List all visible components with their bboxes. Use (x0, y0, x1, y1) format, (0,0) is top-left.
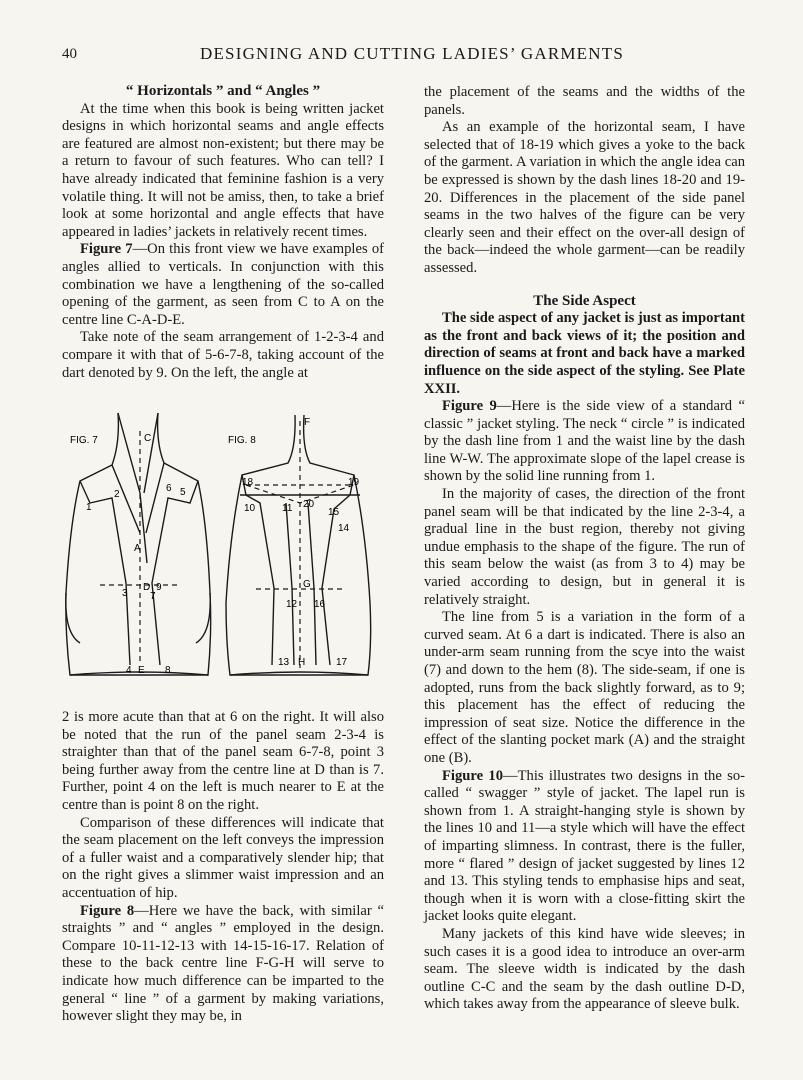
svg-text:2: 2 (114, 489, 120, 500)
svg-text:18: 18 (242, 477, 254, 488)
svg-text:11: 11 (282, 503, 293, 514)
svg-text:14: 14 (338, 523, 350, 534)
jacket-diagram (60, 403, 395, 698)
figure-label: Figure 8 (80, 902, 135, 919)
svg-text:H: H (298, 657, 306, 668)
paragraph-figure-10: Figure 10—This illustrates two designs in the so-called “ swagger ” style of jacket. The lapel run is shown from 1. A straight-hanging style is shown by the lines 10 and 11—a style which will have the effect of imparting slimness. In contrast, there is the fuller, more “ flared ” design of jacket suggested by lines 12 and 13. This styling tends to emphasise hips and seat, though when it is worn with a close-fitting skirt the jacket looks quite elegant. (424, 767, 745, 925)
svg-text:7: 7 (150, 591, 156, 602)
running-title: DESIGNING AND CUTTING LADIES’ GARMENTS (200, 44, 624, 63)
svg-text:13: 13 (278, 657, 290, 668)
svg-text:9: 9 (156, 582, 162, 593)
page-number: 40 (62, 46, 77, 62)
paragraph: 2 is more acute than that at 6 on the right. It will also be noted that the run of the panel seam 2-3-4 is straighter than that of the panel seam 6-7-8, point 3 being further away from the centre line at D than is 7. Further, point 4 on the left is much nearer to E at the centre than is point 8 on the right. (62, 709, 384, 813)
left-column-top (62, 83, 384, 382)
fig7-label: FIG. 7 (70, 435, 98, 446)
svg-text:10: 10 (244, 503, 256, 514)
svg-text:F: F (304, 417, 311, 428)
svg-text:8: 8 (165, 665, 171, 676)
figure-7-8-illustration (60, 403, 395, 698)
paragraph: Comparison of these differences will indicate that the seam placement on the left conveys the impression of a fuller waist and a comparatively slender hip; that on the right gives a slimmer waist impression and an accentuation of hip. (62, 814, 384, 901)
paragraph: The line from 5 is a variation in the form of a curved seam. At 6 a dart is indicated. There is also an under-arm seam running from the scye into the waist (7) and down to the hem (8). The side-seam, if one is adopted, runs from the back slightly forward, as to 9; this placement has the effect of reducing the impression of seat size. Notice the difference in the effect of the slanting pocket mark (A) and the straight one (B). (424, 609, 745, 766)
svg-text:16: 16 (314, 599, 326, 610)
svg-text:4: 4 (126, 665, 132, 676)
section-heading-side-aspect: The Side Aspect (533, 292, 636, 309)
paragraph-figure-9: Figure 9—Here is the side view of a standard “ classic ” jacket styling. The neck “ circle ” is indicated by the dash line from 1 and the waist line by the dash line W-W. The approximate slope of the lapel crease is shown by the solid line running from 1. (424, 398, 745, 485)
svg-text:12: 12 (286, 599, 298, 610)
svg-text:A: A (134, 543, 141, 554)
paragraph: the placement of the seams and the widths of the panels. (424, 84, 745, 118)
svg-text:C: C (144, 433, 152, 444)
left-column-bottom (62, 709, 384, 1026)
svg-text:5: 5 (180, 487, 186, 498)
section-heading-horizontals: “ Horizontals ” and “ Angles ” (125, 83, 321, 99)
svg-text:6: 6 (166, 483, 172, 494)
bold-paragraph: The side aspect of any jacket is just as important as the front and back views of it; the position and direction of seams at front and back have a marked influence on the side aspect of the styling. See Plate XXII. (424, 310, 745, 397)
figure-label: Figure 9 (442, 398, 497, 415)
figure-label: Figure 10 (442, 767, 504, 784)
paragraph-figure-7: Figure 7—On this front view we have examples of angles allied to verticals. In conjunction with this combination we have a lengthening of the so-called opening of the garment, as seen from C to A on the centre line C-A-D-E. (62, 241, 384, 328)
svg-text:1: 1 (86, 502, 92, 513)
paragraph: As an example of the horizontal seam, I have selected that of 18-19 which gives a yoke to the back of the garment. A variation in which the angle idea can be expressed is shown by the dash lines 18-20 and 19-20. Differences in the placement of the side panel seams in the two halves of the figure can be very clearly seen and their effect on the over-all design of the back—indeed the whole garment—can be readily assessed. (424, 119, 745, 276)
paragraph-figure-8: Figure 8—Here we have the back, with similar “ straights ” and “ angles ” employed in the design. Compare 10-11-12-13 with 14-15-16-17. Relation of these to the back centre line F-G-H will serve to indicate how much difference can be imparted to the general “ line ” of a garment by making variations, however slight they may be, in (62, 902, 384, 1025)
svg-text:17: 17 (336, 657, 348, 668)
figure-label: Figure 7 (80, 241, 133, 258)
fig8-label: FIG. 8 (228, 435, 256, 446)
paragraph: At the time when this book is being written jacket designs in which horizontal seams and angle effects are featured are almost non-existent; but there may be a return to favour of such features. Who can tell? I have already indicated that feminine fashion is a very volatile thing. It will not be amiss, then, to take a brief look at some horizontal and angle effects that have appeared in ladies’ jackets in relatively recent times. (62, 100, 384, 240)
svg-text:15: 15 (328, 507, 340, 518)
svg-text:D: D (143, 582, 151, 593)
svg-text:19: 19 (348, 477, 360, 488)
svg-text:3: 3 (122, 588, 128, 599)
paragraph: Many jackets of this kind have wide sleeves; in such cases it is a good idea to introduce an over-arm seam. The sleeve width is indicated by the dash outline C-C and the seam by the dash outline D-D, which takes away from the appearance of sleeve bulk. (424, 925, 745, 1013)
svg-text:G: G (303, 579, 311, 590)
svg-text:20: 20 (303, 499, 315, 510)
paragraph: In the majority of cases, the direction of the front panel seam will be that indicated by the line 2-3-4, a gradual line in the bust region, thereby not giving undue emphasis to the shape of the figure. The run of this seam below the waist (as from 3 to 4) may be varied according to design, but in general it is relatively straight. (424, 486, 745, 608)
paragraph: Take note of the seam arrangement of 1-2-3-4 and compare it with that of 5-6-7-8, taking account of the dart denoted by 9. On the left, the angle at (62, 329, 384, 381)
right-column (424, 84, 745, 1014)
svg-text:E: E (138, 665, 145, 676)
